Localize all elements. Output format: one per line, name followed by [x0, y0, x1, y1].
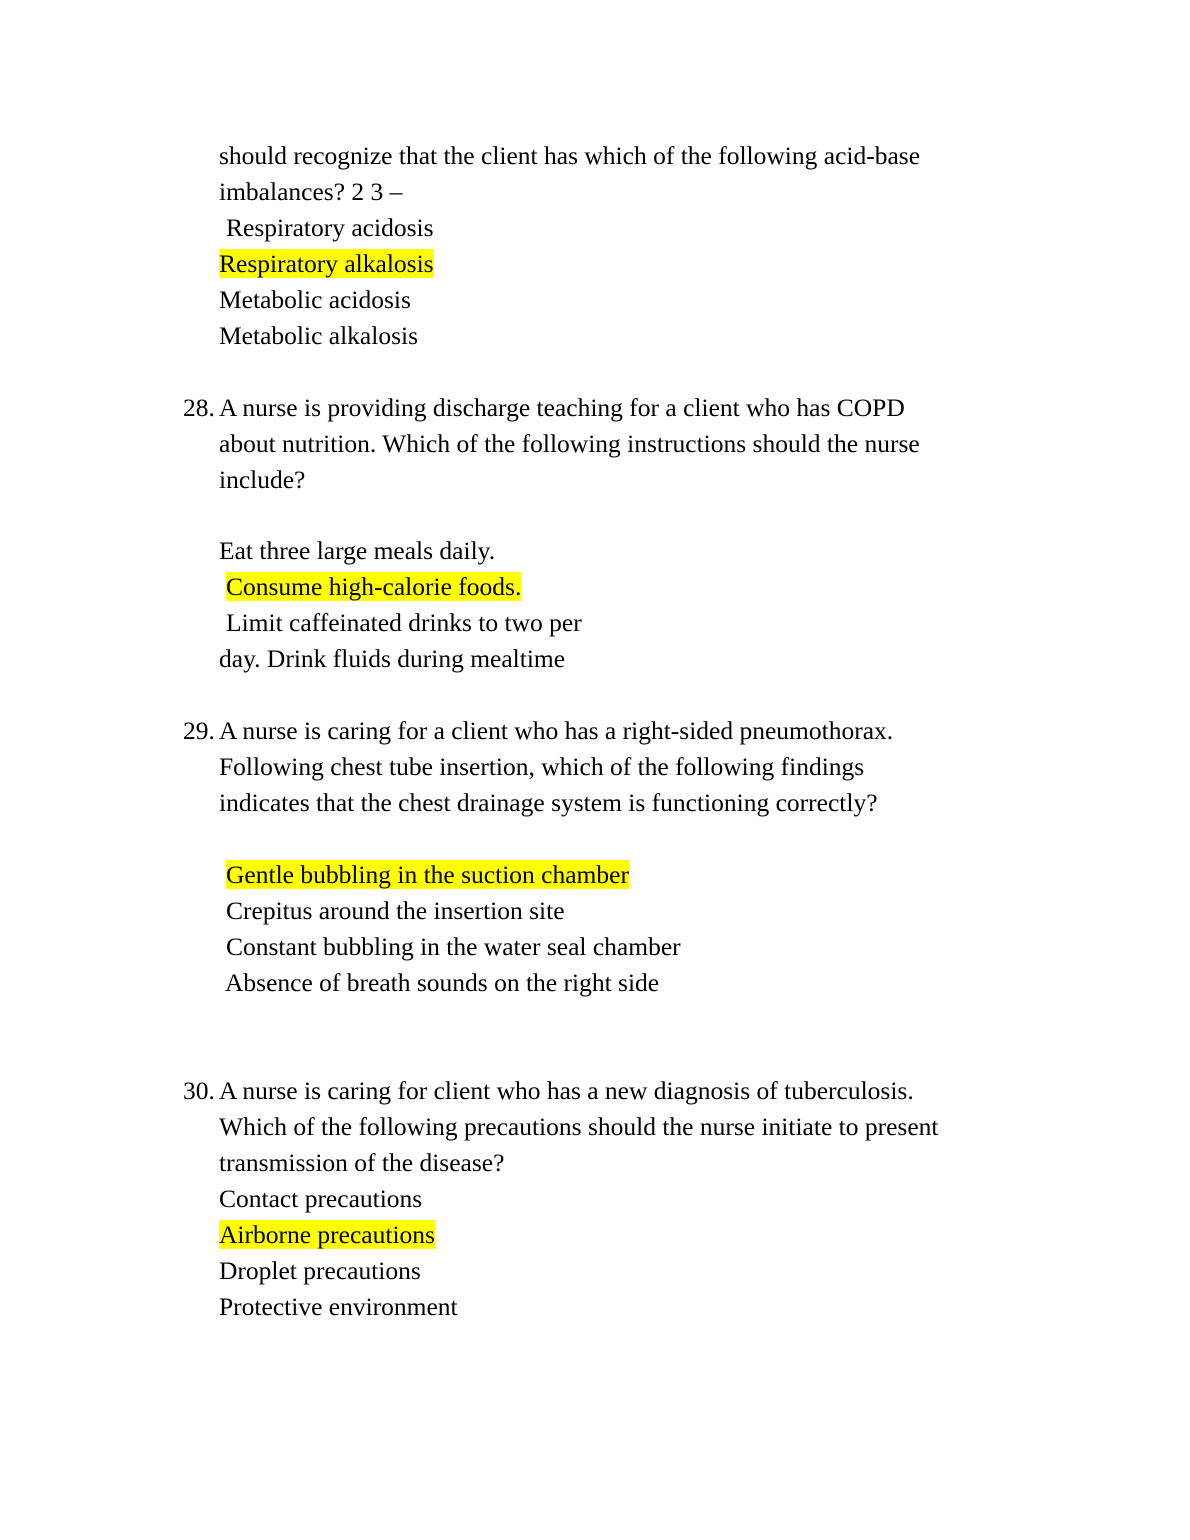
- answer-option: Contact precautions: [219, 1184, 423, 1213]
- highlighted-answer: Gentle bubbling in the suction chamber: [226, 860, 629, 889]
- answer-option-correct: [226, 857, 629, 893]
- answer-option-correct: [219, 1217, 435, 1253]
- question-stem-line: transmission of the disease?: [219, 1148, 505, 1177]
- question-stem-line: indicates that the chest drainage system is functioning correctly?: [219, 788, 878, 817]
- question-number: 30.: [183, 1076, 215, 1105]
- highlighted-answer: Respiratory alkalosis: [219, 249, 434, 278]
- question-stem-line: A nurse is caring for client who has a new diagnosis of tuberculosis.: [219, 1076, 914, 1105]
- question-number: 29.: [183, 716, 215, 745]
- answer-option: Respiratory acidosis: [226, 213, 434, 242]
- answer-option: Limit caffeinated drinks to two per: [226, 608, 582, 637]
- answer-option: Absence of breath sounds on the right side: [225, 968, 660, 997]
- question-stem-line: should recognize that the client has which of the following acid-base: [219, 141, 921, 170]
- answer-option: Metabolic acidosis: [219, 285, 411, 314]
- answer-option: Metabolic alkalosis: [219, 321, 418, 350]
- question-stem-line: imbalances? 2 3 –: [219, 177, 403, 206]
- question-stem-line: A nurse is providing discharge teaching for a client who has COPD: [219, 393, 905, 422]
- answer-option: Droplet precautions: [219, 1256, 421, 1285]
- answer-option: Eat three large meals daily.: [219, 536, 496, 565]
- question-stem-line: Following chest tube insertion, which of the following findings: [219, 752, 865, 781]
- answer-option: day. Drink fluids during mealtime: [219, 644, 566, 673]
- question-stem-line: include?: [219, 465, 306, 494]
- question-number: 28.: [183, 393, 215, 422]
- answer-option: Protective environment: [219, 1292, 458, 1321]
- highlighted-answer: Airborne precautions: [219, 1220, 435, 1249]
- highlighted-answer: Consume high-calorie foods.: [226, 572, 522, 601]
- answer-option: Constant bubbling in the water seal chamber: [226, 932, 681, 961]
- question-stem-line: Which of the following precautions should the nurse initiate to present: [219, 1112, 939, 1141]
- answer-option-correct: [219, 246, 434, 282]
- question-stem-line: A nurse is caring for a client who has a right-sided pneumothorax.: [219, 716, 894, 745]
- answer-option: Crepitus around the insertion site: [226, 896, 565, 925]
- answer-option-correct: [226, 569, 521, 605]
- question-stem-line: about nutrition. Which of the following instructions should the nurse: [219, 429, 920, 458]
